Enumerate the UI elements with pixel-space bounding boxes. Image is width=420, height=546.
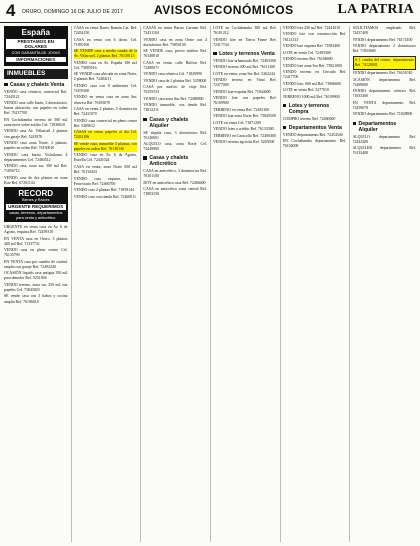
ad-list xyxy=(283,26,347,100)
classified-ad: ALQUILO departamento Ref. 72442200 xyxy=(352,134,416,144)
record-line2: URGENTE REQUERIMOS xyxy=(6,204,66,209)
ad-list xyxy=(353,135,417,157)
section-heading: Departamentos Alquiler xyxy=(353,121,417,133)
classified-ad: VENDO lote esquina Ref. 71844400 xyxy=(213,89,271,94)
classified-ad: TERRENO en venta Ref. 72481100 xyxy=(213,107,270,112)
classified-ad: VENDO casa con 8 ambientes Cel. 74109160 xyxy=(73,83,138,93)
classified-ad: SOLICITAMOS empleado Ref. 72437400 xyxy=(352,26,416,36)
espana-brand: España xyxy=(21,28,50,37)
classified-ad: VENDO casa con tienda Ref. 72460011 xyxy=(73,194,136,199)
classified-ad: CASA en venta 2 plantas, 5 dormitorios Ref. 72431070 xyxy=(73,107,138,117)
classified-ad: VENDO en venta casa en zona Sur, céntrica Ref. 76183070 xyxy=(73,95,138,105)
classified-ad: COMPRO terreno Ref. 72460600 xyxy=(282,116,336,121)
column-1 xyxy=(4,26,68,542)
classified-ad: VENDO casa de 2 plantas Ref. 5258000 xyxy=(143,78,207,83)
classified-ad: SE VENDE casa, precio módico Ref. 76148810 xyxy=(143,49,207,59)
classified-ad: VENDO lote esquina Ref. 71881400 xyxy=(282,44,341,49)
classified-ad: VENDO casa en Av. España 180 m2 Cel. 73805516 xyxy=(73,60,138,70)
classified-ad: LOTE en venta Ref. 5277010 xyxy=(282,88,329,93)
classified-ad: VENDO casa en zona Oeste con 4 dormitorios Ref. 73850100 xyxy=(143,37,207,47)
column-divider xyxy=(71,26,72,542)
classified-ad: VENDO terreno 300 m2 Ref. 76111100 xyxy=(213,65,276,70)
column-divider xyxy=(140,26,141,542)
section-heading: Lotes y terrenos Compra xyxy=(283,103,347,115)
ad-list xyxy=(353,56,417,118)
ad-list xyxy=(143,169,207,197)
section-title: AVISOS ECONÓMICOS xyxy=(154,3,294,17)
section-heading: Casas y chalets Alquiler xyxy=(143,117,207,129)
classified-ad: VENDO casa de dos plantas en zona Este Ref. 67201144 xyxy=(4,175,68,185)
classified-ad: CASA en venta Barrio Ramón Cat. Ref. 72454150 xyxy=(73,26,138,36)
column-5 xyxy=(283,26,347,542)
classified-ad: ALQUILER departamento Ref. 76133400 xyxy=(352,146,416,156)
classified-ad: VENDO lote zona Sur Ref. 73821000 xyxy=(282,63,343,68)
classified-ad: VENDO departamento Ref. 76101010 xyxy=(352,71,413,76)
classified-ad: VENDO casa, zona sur, 300 m2 Ref. 71856712 xyxy=(4,164,68,174)
record-line1: Bienes y Raíces xyxy=(22,198,50,203)
column-divider xyxy=(280,26,281,542)
classified-ad: TERRENO en Caracollo Ref. 72400400 xyxy=(213,133,276,138)
classified-ad: VENDO lote, 600 m2 Ref. 71866600 xyxy=(282,81,342,86)
espana-line2: CON GARANTÍA DE JOYAS xyxy=(11,50,60,55)
newspaper-name: LA PATRIA xyxy=(337,2,414,17)
classified-ad: SE vende casa con 3 baños y cocina amplia Ref. 76106610 xyxy=(4,294,68,304)
ad-list xyxy=(143,131,207,153)
classified-ad: VENDO terreno Ref. 76106600 xyxy=(282,57,333,62)
classified-ad: VENDO casa Av. Villarroel 2 plantas con garaje Ref. 5241870 xyxy=(4,129,68,139)
classified-ad: VENDO casa barrio Vichuloma 4 departamentos Cel. 72484512 xyxy=(4,152,68,162)
ad-list xyxy=(213,26,277,48)
classified-ad: EN Cochabamba departamento Ref. 76104000 xyxy=(282,139,347,149)
ad-list xyxy=(74,153,138,199)
classified-ad: VENDO casa zona Sur Ref. 72488800 xyxy=(143,96,204,101)
page-number: 4 xyxy=(6,1,16,20)
column-4 xyxy=(213,26,277,542)
classified-ad: VENDO casa esquina, barrio Ferroviario Ref. 72466700 xyxy=(73,176,138,186)
classified-ad: VENDO departamento Ref. 76174100 xyxy=(352,37,413,42)
classified-ad: VENDO terreno en Vinto Ref. 72477000 xyxy=(213,78,277,88)
espana-line3: INFORMACIONES xyxy=(6,57,66,62)
classified-ad: URGENTE en venta casa en Av. 6 de Agosto, esquina Ref. 72459310 xyxy=(4,224,68,235)
classified-ad: VENDO lote en Tierra Firme Ref. 72417744 xyxy=(213,37,277,47)
column-6 xyxy=(353,26,417,542)
classified-ad: CASA en venta, zona Norte 500 m2 Ref. 76134433 xyxy=(73,164,138,175)
classified-ad: CASA por motivo de viaje Ref. 76155533 xyxy=(143,85,207,95)
section-heading: Lotes y terrenos Venta xyxy=(213,51,277,57)
column-divider xyxy=(210,26,211,542)
classified-ad: VENDO casa zona Norte, 2 plantas, papeles en orden Ref. 76150010 xyxy=(4,141,68,151)
classified-ad: VENDO departamento céntrico Ref. 71833300 xyxy=(352,89,416,99)
classified-ad: VENDO terreno agrícola Ref. 5265500 xyxy=(213,140,275,145)
record-line3: casas, terrenos, departamentos para venta y anticrético xyxy=(9,211,63,220)
classified-ad: VENDO departamento Ref. 72454540 xyxy=(282,132,343,137)
classified-ad: VENDO lote con papeles Ref. 76109900 xyxy=(213,96,277,106)
classified-ad: VENDO lote 250 m2 Ref. 72441010 xyxy=(282,26,341,30)
classified-ad: CASAS en venta Barrio Carmen Ref. 72451104 xyxy=(143,26,207,36)
classified-ad: SE VENDE casa ubicada en zona Norte, 2 plantas Ref. 72484111 xyxy=(73,72,138,82)
section-heading: Casas y chalets Venta xyxy=(4,82,68,88)
inmuebles-header: INMUEBLES xyxy=(4,69,68,79)
column-divider xyxy=(349,26,350,542)
section-heading: Departamentos Venta xyxy=(283,125,347,131)
classified-ad: VENDO casa en pleno centro Cel. 76135790 xyxy=(4,248,68,258)
highlighted-ad: SE vende casa, inmueble 3 plantas, con papeles en orden Ref. 76138140 xyxy=(73,141,138,151)
classified-ad: VENDO departamento Ref. 71828800 xyxy=(352,112,413,117)
classified-ad: VENDO casa céntrica, comercial Ref. 72443121 xyxy=(4,89,68,99)
page-header xyxy=(0,0,420,23)
classified-columns xyxy=(4,26,416,542)
classified-ad: EN VENTA casa en Oruro, 3 plantas 400 m2 Ref. 71237731 xyxy=(4,236,68,246)
classified-ad: VENDO lote con construcción Ref. 76121313 xyxy=(282,32,347,42)
classified-ad: VENDO terreno en Cercado Ref. 72417700 xyxy=(282,70,347,80)
classified-ad: VENDO terreno, zona sur, 250 m2 con papeles Cel. 73843020 xyxy=(4,282,68,292)
page-date: ORURO, DOMINGO 16 DE JULIO DE 2017 xyxy=(22,9,123,15)
ad-list xyxy=(74,26,138,152)
classified-ad: VENDO inmueble, con tienda Ref. 73812211 xyxy=(143,103,207,113)
classified-ad: VENDO lotes a crédito Ref. 76133300 xyxy=(213,127,274,132)
ad-list xyxy=(353,26,417,54)
ad-list xyxy=(283,133,347,150)
record-ad-banner xyxy=(4,187,68,222)
classified-ad: LOTE en Cochabamba 300 m2 Ref. 76101212 xyxy=(213,26,277,36)
classified-ad: TERRENO 1000 m2 Ref. 76199900 xyxy=(282,94,340,99)
classified-ad: DOY en anticrético casa Ref. 72466600 xyxy=(143,180,206,185)
column-3 xyxy=(143,26,207,542)
highlighted-boxed-ad: A 1 cuadra del centro, departamento Ref. 74120001 xyxy=(353,56,417,70)
classified-ad: EN Cochabamba terreno de 500 m2 zona norte sobre asfalto Cel. 71836610 xyxy=(4,117,68,127)
classified-ad: LOTE en venta, zona Sur Ref. 5262244 xyxy=(213,71,275,76)
classified-ad: LOTE en venta Cel. 71871200 xyxy=(213,120,261,125)
ad-list xyxy=(213,59,277,146)
ad-list xyxy=(283,117,347,122)
classified-ad: VENDO departamento 2 dormitorios Ref. 71833660 xyxy=(352,44,416,54)
record-brand: RECORD xyxy=(18,189,54,199)
classified-ad: OCASIÓN departamento Ref. 72489000 xyxy=(352,77,416,87)
classified-ad: EN VENTA departamento Ref. 72459070 xyxy=(352,100,416,110)
classified-ad: CASA en venta con 6 dorm. Cel. 71850100 xyxy=(73,37,138,47)
espana-line1: PRESTAMOS EN DOLARES xyxy=(6,39,66,50)
classified-ad: CASA en anticrético, 3 dormitorios Ref. 76161100 xyxy=(143,169,207,179)
classified-ad: LOTE en venta Cel. 72493300 xyxy=(282,50,331,55)
classified-ad: ALQUILO casa, zona Norte Cel. 72449900 xyxy=(143,142,207,152)
section-heading: Casas y chalets Anticrético xyxy=(143,155,207,167)
classified-ad: OCASIÓN liquido casa antigua 350 m2 para demoler Ref. 5251004 xyxy=(4,271,68,281)
classified-ad: VENDO casa comercial en pleno centro Ref. 5269012 xyxy=(73,118,138,128)
classified-ad: VENDO casa 2 plantas Ref. 71859144 xyxy=(73,188,134,193)
classified-ad: VENDO casa céntrica Cel. 71829990 xyxy=(143,72,202,77)
classified-ad: VENDO casa calle Junín, 3 dormitorios, buena ubicación, con papeles en orden Ref. 76137700 xyxy=(4,101,68,116)
classified-ad: CASA en venta, calle Bolívar Ref. 72480071 xyxy=(143,60,207,70)
espana-ad-banner xyxy=(4,26,68,66)
classified-ad: VENDO lote zona Norte Ref. 73845500 xyxy=(213,114,276,119)
ad-list xyxy=(4,225,68,305)
highlighted-ad: CASAS en venta, papeles al día Cel. 72451106 xyxy=(73,130,138,140)
ad-list xyxy=(143,26,207,114)
highlighted-ad: SE VENDE casa a media cuadra de la Av. Villarroel, 2 plantas Ref. 76130113 xyxy=(73,49,138,59)
classified-ad: VENDO casa en Av. 6 de Agosto, Estrella Cel. 72441024 xyxy=(73,153,138,163)
classified-ad: CASA en anticrético zona central Ref. 71803330 xyxy=(143,187,207,197)
classified-ad: SE alquila casa, 3 dormitorios Ref. 76120001 xyxy=(143,130,207,140)
column-2 xyxy=(74,26,138,542)
classified-ad: VENDO lote urbanizado Ref. 72403300 xyxy=(213,58,276,63)
classified-ad: EN VENTA casa por cambio de ciudad, amplia con garaje Ref. 72492240 xyxy=(4,259,68,269)
ad-list xyxy=(4,90,68,186)
